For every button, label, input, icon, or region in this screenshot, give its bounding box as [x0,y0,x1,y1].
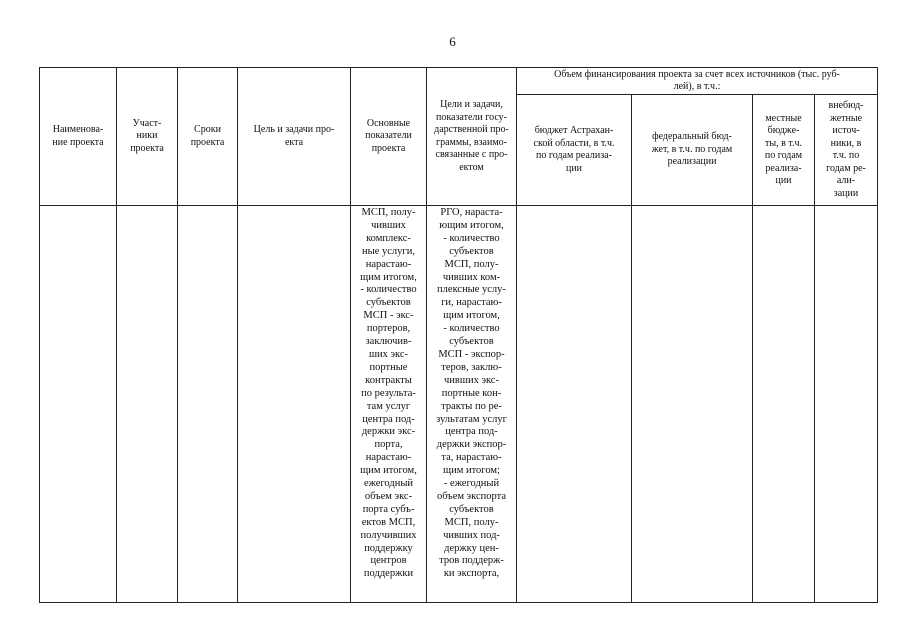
cell-regional-budget [517,206,632,603]
cell-goal [238,206,351,603]
header-funding: Объем финансирования проекта за счет всех источников (тыс. руб- лей), в т.ч.: [517,68,878,95]
cell-indicators: МСП, полу- чивших комплекс- ные услуги, нарастаю- щим итогом, - количество субъектов МСП - экс- портеров, заключив- ших экс- портные контракты по результа- там услуг центра под- держки экс- порта, нарастаю- щим итогом, ежегодный объем экс- порта субъ- ектов МСП, получивших поддержку центров поддержки [351,206,427,603]
header-extrabudget: внебюд- жетные источ- ники, в т.ч. по годам ре- али- зации [815,95,878,206]
header-program-goals: Цели и задачи, показатели госу- дарственной про- граммы, взаимо- связанные с про- ектом [427,68,517,206]
header-local-budgets: местные бюдже- ты, в т.ч. по годам реализа- ции [753,95,815,206]
cell-extrabudget [815,206,878,603]
header-project-name: Наименова- ние проекта [40,68,117,206]
cell-local-budgets [753,206,815,603]
header-terms: Сроки проекта [178,68,238,206]
header-row-top [40,68,878,95]
header-regional-budget: бюджет Астрахан- ской области, в т.ч. по годам реализа- ции [517,95,632,206]
cell-project-name [40,206,117,603]
header-federal-budget: федеральный бюд- жет, в т.ч. по годам реализации [632,95,753,206]
cell-federal-budget [632,206,753,603]
cell-program-goals: РГО, нараста- ющим итогом, - количество субъектов МСП, полу- чивших ком- плексные услу- ги, нарастаю- щим итогом, - количество субъектов МСП - экспор- теров, заклю- чивших экс- портные кон- тракты по ре- зультатам услуг центра под- держки экспор- та, нарастаю- щим итогом; - ежегодный объем экспорта субъектов МСП, полу- чивших под- держку цен- тров поддерж- ки экспорта, [427,206,517,603]
header-indicators: Основные показатели проекта [351,68,427,206]
cell-terms [178,206,238,603]
header-goal: Цель и задачи про- екта [238,68,351,206]
header-participants: Участ- ники проекта [117,68,178,206]
project-table [39,67,878,603]
page-number: 6 [449,34,456,49]
table-row [40,206,878,603]
cell-participants [117,206,178,603]
